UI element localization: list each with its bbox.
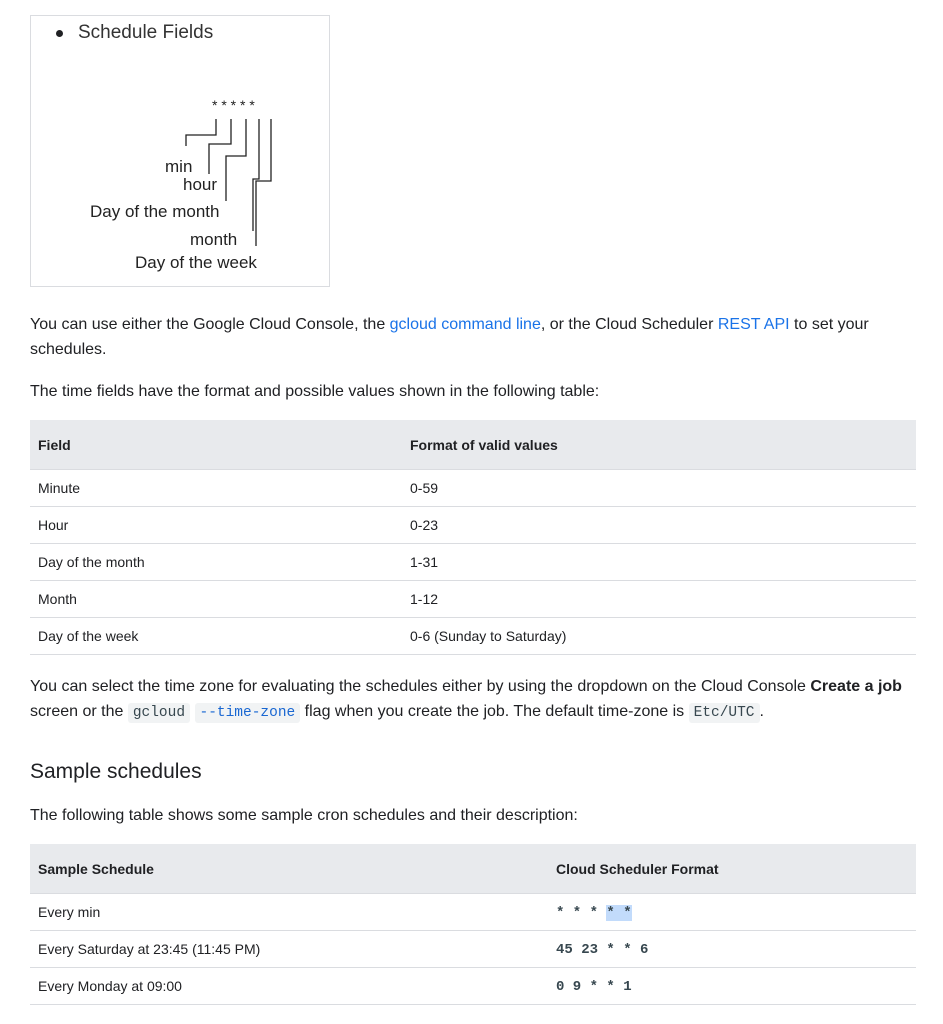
table-row bbox=[30, 931, 916, 968]
connector-day-of-month bbox=[226, 119, 246, 201]
field-cell: Day of the month bbox=[30, 544, 402, 581]
field-cell: Hour bbox=[30, 507, 402, 544]
column-header-format: Format of valid values bbox=[402, 420, 916, 470]
fields-table bbox=[30, 420, 916, 655]
table-intro: The time fields have the format and possible values shown in the following table: bbox=[30, 383, 600, 400]
gcloud-code: gcloud bbox=[128, 703, 190, 723]
table-header-row bbox=[30, 420, 916, 470]
field-cell: Day of the week bbox=[30, 618, 402, 655]
schedule-fields-diagram bbox=[30, 15, 330, 287]
cron-format-text: 45 23 * * 6 bbox=[556, 942, 649, 958]
cron-format-cell bbox=[548, 968, 916, 1005]
table-row bbox=[30, 968, 916, 1005]
table-row bbox=[30, 507, 916, 544]
connector-day-of-week bbox=[256, 119, 271, 246]
cron-format-cell bbox=[548, 894, 916, 931]
timezone-text-2: screen or the bbox=[30, 703, 128, 720]
table-row bbox=[30, 470, 916, 507]
schedule-description-cell: Every Saturday at 23:45 (11:45 PM) bbox=[30, 931, 548, 968]
intro-text-3: to set your schedules. bbox=[30, 316, 869, 358]
cron-format-text: 0 9 * * 1 bbox=[556, 979, 632, 995]
schedule-description-cell: Every Monday at 09:00 bbox=[30, 968, 548, 1005]
format-cell: 1-31 bbox=[402, 544, 916, 581]
create-job-emphasis: Create a job bbox=[810, 678, 902, 695]
timezone-text-1: You can select the time zone for evaluating the schedules either by using the dropdown on the Cloud Console bbox=[30, 678, 811, 695]
sample-intro: The following table shows some sample cron schedules and their description: bbox=[30, 807, 578, 824]
label-day-of-month: Day of the month bbox=[90, 202, 220, 221]
column-header-sample-schedule: Sample Schedule bbox=[30, 844, 548, 894]
rest-api-link[interactable]: REST API bbox=[717, 316, 790, 333]
table-row bbox=[30, 581, 916, 618]
timezone-paragraph bbox=[30, 674, 910, 726]
intro-text-1: You can use either the Google Cloud Console, the bbox=[30, 316, 390, 333]
column-header-scheduler-format: Cloud Scheduler Format bbox=[548, 844, 916, 894]
schedule-description-cell: Every min bbox=[30, 894, 548, 931]
connector-hour bbox=[209, 119, 231, 174]
label-min: min bbox=[165, 157, 193, 176]
cron-fields-figure bbox=[31, 16, 331, 288]
intro-text-2: , or the Cloud Scheduler bbox=[540, 316, 718, 333]
table-row bbox=[30, 544, 916, 581]
cron-format-text: * * * bbox=[556, 905, 607, 921]
label-day-of-week: Day of the week bbox=[135, 253, 257, 272]
label-hour: hour bbox=[183, 175, 218, 194]
cron-format-cell bbox=[548, 931, 916, 968]
timezone-text-4: . bbox=[759, 703, 764, 720]
format-cell: 0-59 bbox=[402, 470, 916, 507]
cron-stars: * * * * * bbox=[212, 97, 255, 113]
column-header-field: Field bbox=[30, 420, 402, 470]
sample-schedules-heading: Sample schedules bbox=[30, 760, 202, 783]
label-month: month bbox=[190, 230, 238, 249]
format-cell: 1-12 bbox=[402, 581, 916, 618]
sample-schedules-table bbox=[30, 844, 916, 1005]
cron-format-selected-text: * * bbox=[606, 905, 632, 921]
format-cell: 0-6 (Sunday to Saturday) bbox=[402, 618, 916, 655]
table-row bbox=[30, 618, 916, 655]
field-cell: Minute bbox=[30, 470, 402, 507]
table-row bbox=[30, 894, 916, 931]
gcloud-command-line-link[interactable]: gcloud command line bbox=[389, 316, 541, 333]
timezone-text-3: flag when you create the job. The default time-zone is bbox=[300, 703, 689, 720]
table-header-row bbox=[30, 844, 916, 894]
time-zone-flag-code: --time-zone bbox=[195, 703, 301, 723]
connector-min bbox=[186, 119, 216, 146]
etc-utc-code: Etc/UTC bbox=[689, 703, 760, 723]
field-cell: Month bbox=[30, 581, 402, 618]
intro-paragraph bbox=[30, 312, 910, 362]
diagram-title: Schedule Fields bbox=[78, 22, 214, 43]
format-cell: 0-23 bbox=[402, 507, 916, 544]
